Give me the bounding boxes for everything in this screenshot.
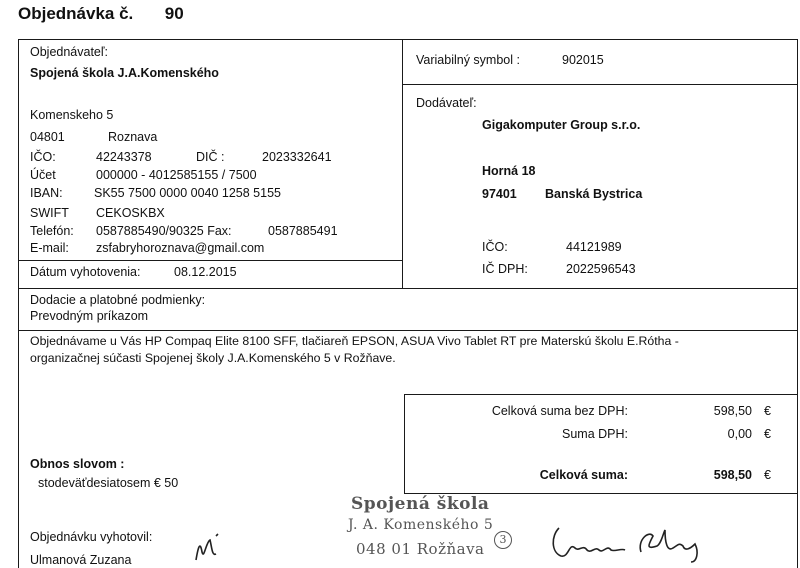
net-total-label: Celková suma bez DPH:: [491, 404, 628, 418]
divider-vertical: [402, 39, 403, 288]
totals-box-top: [404, 394, 798, 395]
supplier-ico: 44121989: [566, 240, 622, 254]
totals-box-left: [404, 394, 405, 494]
divider-vs: [402, 84, 798, 85]
vat-currency: €: [764, 427, 771, 441]
buyer-phone-label: Telefón:: [30, 224, 74, 238]
buyer-account: 000000 - 4012585155 / 7500: [96, 168, 257, 182]
document-title: [18, 4, 184, 24]
buyer-street: Komenskeho 5: [30, 108, 114, 122]
supplier-icdph-label: IČ DPH:: [482, 262, 528, 276]
order-text-line1: Objednávame u Vás HP Compaq Elite 8100 SFF, tlačiareň EPSON, ASUA Vivo Tablet RT pre Materskú školu E.Rótha -: [30, 334, 679, 348]
supplier-zip: 97401: [482, 187, 517, 201]
supplier-label: Dodávateľ:: [416, 96, 477, 110]
buyer-email-label: E-mail:: [30, 241, 69, 255]
grand-total-label: Celková suma:: [539, 468, 628, 482]
buyer-swift: CEKOSKBX: [96, 206, 165, 220]
signature-initials: [190, 530, 230, 566]
supplier-street: Horná 18: [482, 164, 536, 178]
buyer-label: Objednávateľ:: [30, 45, 109, 59]
terms-value: Prevodným príkazom: [30, 309, 149, 323]
buyer-swift-label: SWIFT: [30, 206, 69, 220]
buyer-account-label: Účet: [30, 168, 56, 182]
supplier-city: Banská Bystrica: [545, 187, 643, 201]
order-text-line2: organizačnej súčasti Spojenej školy J.A.Komenského 5 v Rožňave.: [30, 351, 396, 365]
grand-total-currency: €: [764, 468, 771, 482]
buyer-ico: 42243378: [96, 150, 152, 164]
divider-date: [18, 260, 403, 261]
buyer-email: zsfabryhoroznava@gmail.com: [96, 241, 265, 255]
buyer-name: Spojená škola J.A.Komenského: [30, 66, 219, 80]
variable-symbol-label: Variabilný symbol :: [416, 53, 520, 67]
frame-top: [18, 39, 798, 40]
buyer-fax: 0587885491: [268, 224, 338, 238]
buyer-dic-label: DIČ :: [196, 150, 225, 164]
buyer-dic: 2023332641: [262, 150, 332, 164]
signature-director: [545, 522, 725, 566]
supplier-ico-label: IČO:: [482, 240, 508, 254]
net-total-value: 598,50: [713, 404, 752, 418]
issue-date-label: Dátum vyhotovenia:: [30, 265, 141, 279]
stamp-line1: Spojená škola: [351, 494, 490, 514]
supplier-icdph: 2022596543: [566, 262, 636, 276]
vat-value: 0,00: [727, 427, 752, 441]
stamp-line3: 048 01 Rožňava: [356, 540, 485, 558]
buyer-zip: 04801: [30, 130, 65, 144]
issue-date: 08.12.2015: [174, 265, 237, 279]
variable-symbol: 902015: [562, 53, 604, 67]
issued-by-name: Ulmanová Zuzana: [30, 553, 132, 567]
supplier-name: Gigakomputer Group s.r.o.: [482, 118, 641, 132]
amount-words-label: Obnos slovom :: [30, 457, 125, 471]
net-total-currency: €: [764, 404, 771, 418]
terms-label: Dodacie a platobné podmienky:: [30, 293, 206, 307]
amount-words-value: stodeväťdesiatosem € 50: [38, 476, 179, 490]
buyer-iban: SK55 7500 0000 0040 1258 5155: [94, 186, 281, 200]
frame-right: [797, 39, 798, 568]
issued-by-label: Objednávku vyhotovil:: [30, 530, 153, 544]
grand-total-value: 598,50: [713, 468, 752, 482]
buyer-city: Roznava: [108, 130, 158, 144]
frame-left: [18, 39, 19, 568]
title-label: Objednávka č.: [18, 4, 134, 23]
buyer-phone: 0587885490/90325 Fax:: [96, 224, 232, 238]
stamp-line2: J. A. Komenského 5: [348, 517, 494, 533]
buyer-iban-label: IBAN:: [30, 186, 63, 200]
vat-label: Suma DPH:: [562, 427, 628, 441]
stamp-number: 3: [494, 531, 512, 549]
buyer-ico-label: IČO:: [30, 150, 56, 164]
order-number: 90: [164, 4, 184, 23]
divider-terms: [18, 288, 798, 289]
divider-order: [18, 330, 798, 331]
